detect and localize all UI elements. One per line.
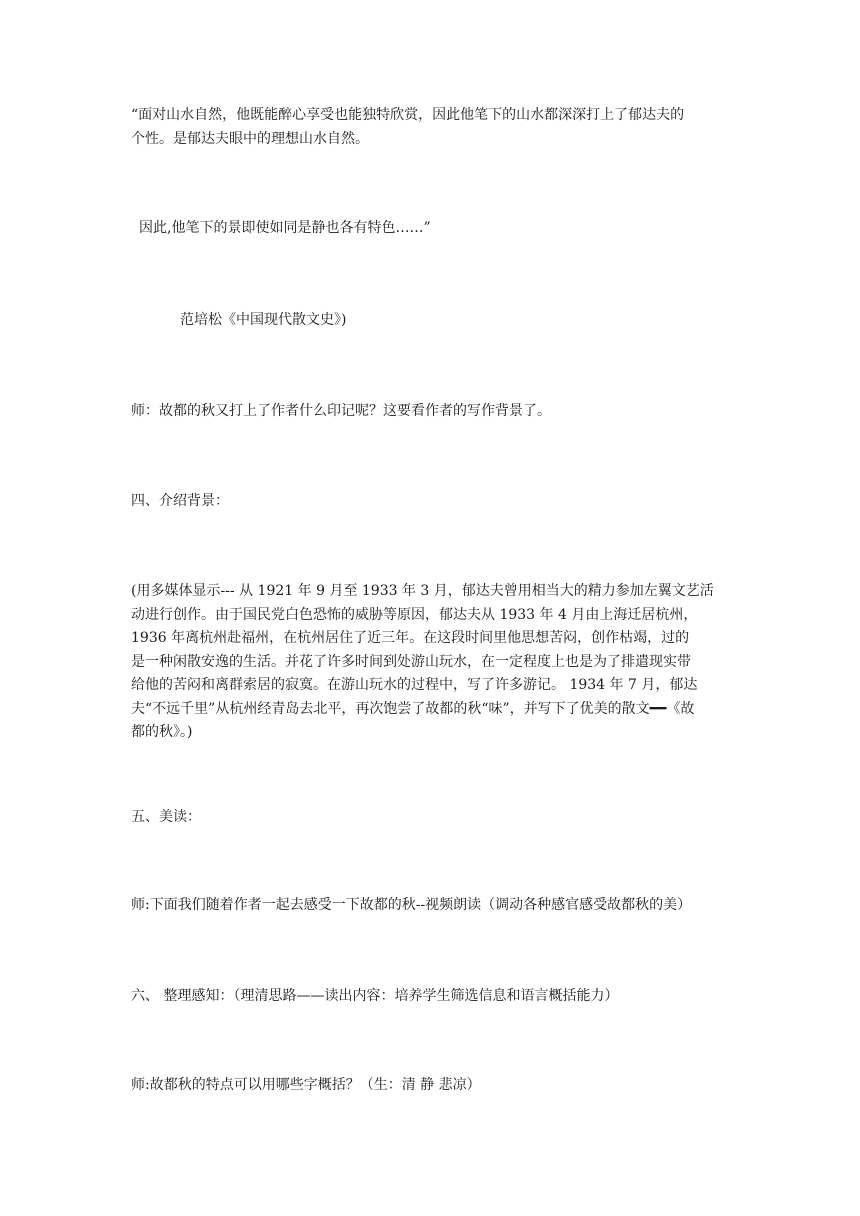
background-line-5: 给他的苦闷和离群索居的寂寞。在游山玩水的过程中，写了许多游记。 1934 年 7 月，郁达 — [131, 677, 698, 693]
background-line-7: 都的秋》。) — [131, 724, 193, 740]
section-heading-4: 四、介绍背景： — [131, 493, 229, 509]
background-line-4: 是一种闲散安逸的生活。并花了许多时间到处游山玩水，在一定程度上也是为了排遣现实带 — [131, 653, 691, 670]
background-line-3: 1936 年离杭州赴福州，在杭州居住了近三年。在这段时间里他思想苦闷，创作枯竭，过的 — [131, 630, 690, 646]
section-heading-6: 六、 整理感知：（理清思路——读出内容：培养学生筛选信息和语言概括能力） — [131, 988, 619, 1004]
background-line-6: 夫“不远千里”从杭州经青岛去北平，再次饱尝了故都的秋“味”，并写下了优美的散文━━《故 — [131, 700, 695, 717]
teacher-line-1: 师：故都的秋又打上了作者什么印记呢？这要看作者的写作背景了。 — [131, 403, 551, 419]
background-line-1: (用多媒体显示--- 从 1921 年 9 月至 1933 年 3 月，郁达夫曾用相当大的精力参加左翼文艺活 — [131, 583, 714, 599]
section-heading-5: 五、美读： — [131, 809, 201, 825]
quote-continuation: 因此,他笔下的景即使如同是静也各有特色……” — [139, 220, 431, 236]
background-paragraph — [131, 580, 731, 745]
teacher-line-2: 师:下面我们随着作者一起去感受一下故都的秋--视频朗读（调动各种感官感受故都秋的美） — [131, 897, 692, 913]
quote-line-2: 个性。是郁达夫眼中的理想山水自然。 — [131, 130, 369, 147]
citation: 范培松《中国现代散文史》) — [180, 312, 347, 328]
quote-paragraph — [131, 104, 731, 151]
background-line-2: 动进行创作。由于国民党白色恐怖的威胁等原因，郁达夫从 1933 年 4 月由上海迁居杭州， — [131, 606, 698, 623]
teacher-line-3: 师:故都秋的特点可以用哪些字概括？（生：清 静 悲凉） — [131, 1077, 481, 1093]
quote-line-1: “面对山水自然，他既能醉心享受也能独特欣赏，因此他笔下的山水都深深打上了郁达夫的 — [131, 107, 685, 123]
